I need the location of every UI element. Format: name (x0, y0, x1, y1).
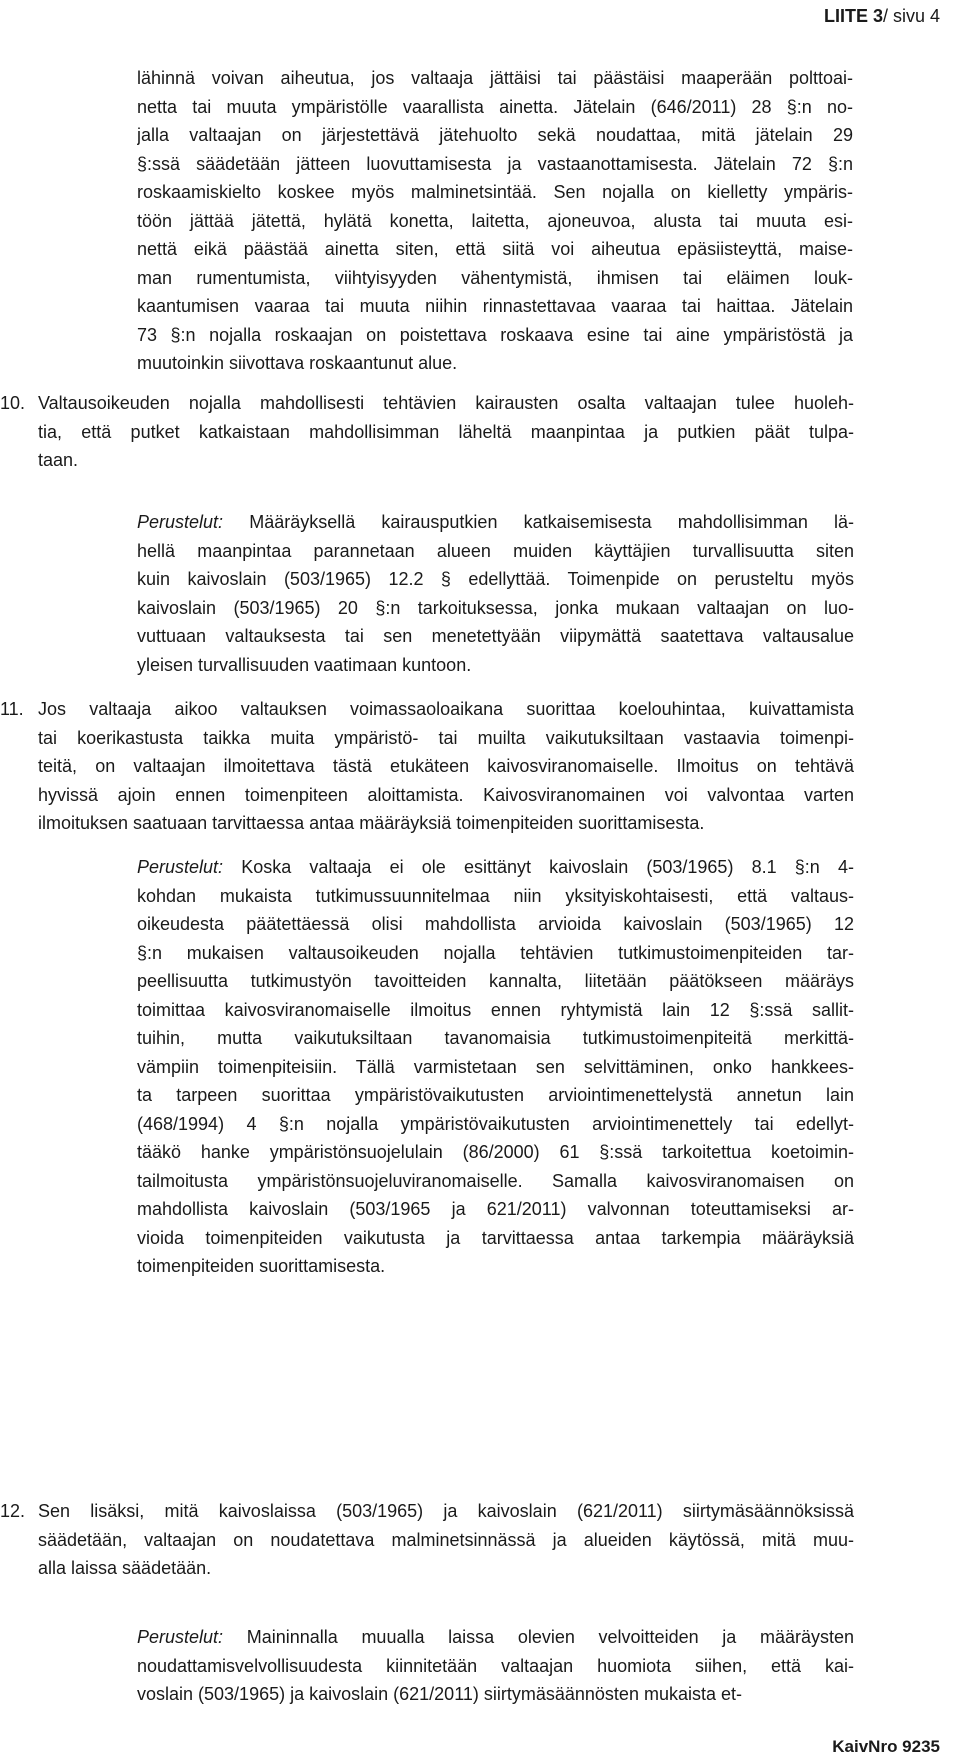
text-line: vioida toimenpiteiden vaikutusta ja tarvittaessa antaa tarkempia määräyksiä (137, 1227, 854, 1248)
text-line: kuin kaivoslain (503/1965) 12.2 § edellyttää. Toimenpide on perusteltu myös (137, 569, 854, 589)
line-text: Määräyksellä kairausputkien katkaisemisesta mahdollisimman lä- (223, 512, 854, 532)
text-line: alla laissa säädetään. (38, 1558, 212, 1578)
page-header (824, 6, 940, 27)
perustelut-label: Perustelut: (137, 1627, 224, 1647)
text-line: ta tarpeen suorittaa ympäristövaikutusten arviointimenettelystä annetun lain (137, 1085, 854, 1105)
item-11-perustelut (137, 853, 854, 1281)
text-line: mahdollista kaivoslain (503/1965 ja 621/2011) valvonnan toteuttamiseksi ar- (137, 1199, 854, 1219)
text-line: ilmoituksen saatuaan tarvittaessa antaa määräyksiä toimenpiteiden suorittamisesta. (38, 813, 705, 833)
intro-paragraph (137, 64, 853, 378)
text-line: kaantumisen vaaraa tai muuta niihin rinnastettavaa vaaraa tai haittaa. Jätelain (137, 296, 853, 316)
text-line (137, 1623, 854, 1652)
text-line: voslain (503/1965) ja kaivoslain (621/2011) siirtymäsäännösten mukaista et- (137, 1684, 742, 1704)
text-line: tääkö hanke ympäristönsuojelulain (86/2000) 61 §:ssä tarkoitettua koetoimin- (137, 1142, 854, 1162)
perustelut-label: Perustelut: (137, 857, 224, 877)
text-line: taan. (38, 450, 79, 470)
text-line: säädetään, valtaajan on noudatettava malminetsinnässä ja alueiden käytössä, mitä muu- (38, 1529, 854, 1550)
text-line: roskaamiskielto koskee myös malminetsintää. Sen nojalla on kielletty ympäris- (137, 182, 853, 202)
line-text: Koska valtaaja ei ole esittänyt kaivoslain (503/1965) 8.1 §:n 4- (223, 857, 854, 877)
text-line (137, 853, 854, 882)
text-line: jalla valtaajan on järjestettävä jätehuolto sekä noudattaa, mitä jätelain 29 (137, 125, 853, 145)
text-line: peellisuutta tutkimustyön tavoitteiden kannalta, liitetään päätökseen määräys (137, 971, 854, 991)
line-text: Maininnalla muualla laissa olevien velvoitteiden ja määräysten (223, 1627, 854, 1647)
perustelut-label: Perustelut: (137, 512, 224, 532)
text-line: man rumentumista, viihtyisyyden vähentymistä, ihmisen tai eläimen louk- (137, 267, 853, 288)
text-line: §:ssä säädetään jätteen luovuttamisesta ja vastaanottamisesta. Jätelain 72 §:n (137, 153, 853, 174)
text-line: yleisen turvallisuuden vaatimaan kuntoon. (137, 654, 472, 675)
page-number: / sivu 4 (882, 6, 940, 26)
text-line: noudattamisvelvollisuudesta kiinnitetään valtaajan huomiota siihen, että kai- (137, 1655, 854, 1676)
item-12-perustelut (137, 1623, 854, 1709)
text-line: hyvissä ajoin ennen toimenpiteen aloittamista. Kaivosviranomainen voi valvontaa varten (38, 784, 854, 805)
text-line: muutoinkin siivottava roskaantunut alue. (137, 353, 458, 373)
item-11-text (38, 695, 854, 838)
text-line: toimittaa kaivosviranomaiselle ilmoitus ennen ryhtymistä lain 12 §:ssä sallit- (137, 999, 854, 1020)
text-line: (468/1994) 4 §:n nojalla ympäristövaikutusten arviointimenettely tai edellyt- (137, 1113, 854, 1134)
text-line: Valtausoikeuden nojalla mahdollisesti tehtävien kairausten osalta valtaajan tulee huoleh- (38, 393, 854, 413)
text-line: teitä, on valtaajan ilmoitettava tästä etukäteen kaivosviranomaiselle. Ilmoitus on tehtävä (38, 756, 854, 776)
item-10-perustelut (137, 508, 854, 679)
text-line: 73 §:n nojalla roskaajan on poistettava roskaava esine tai aine ympäristöstä ja (137, 324, 853, 345)
item-number: 12. (0, 1501, 26, 1521)
text-line: §:n mukaisen valtausoikeuden nojalla tehtävien tutkimustoimenpiteiden tar- (137, 942, 854, 963)
item-number: 11. (0, 699, 24, 719)
text-line: nettä eikä päästää ainetta siten, että siitä voi aiheutua epäsiisteyttä, maise- (137, 239, 853, 259)
text-line: tia, että putket katkaistaan mahdollisimman läheltä maanpintaa ja putkien päät tulpa- (38, 421, 854, 442)
text-line: oikeudesta päätettäessä olisi mahdollista arvioida kaivoslain (503/1965) 12 (137, 914, 854, 934)
item-10-text (38, 389, 854, 475)
text-line: kaivoslain (503/1965) 20 §:n tarkoituksessa, jonka mukaan valtaajan on luo- (137, 597, 854, 618)
document-number: KaivNro 9235 (832, 1737, 940, 1756)
text-line: Jos valtaaja aikoo valtauksen voimassaoloaikana suorittaa koelouhintaa, kuivattamista (38, 699, 854, 719)
text-line: Sen lisäksi, mitä kaivoslaissa (503/1965) ja kaivoslain (621/2011) siirtymäsäännöksissä (38, 1501, 854, 1521)
text-line: tai koerikastusta taikka muita ympäristö- tai muilta vaikutuksiltaan vastaavia toimenpi- (38, 727, 854, 748)
text-line: vämpiin toimenpiteisiin. Tällä varmistetaan sen selvittäminen, onko hankkees- (137, 1056, 854, 1077)
text-line: lähinnä voivan aiheutua, jos valtaaja jättäisi tai päästäisi maaperään polttoai- (137, 68, 853, 88)
text-line: netta tai muuta ympäristölle vaarallista ainetta. Jätelain (646/2011) 28 §:n no- (137, 96, 853, 117)
text-line: kohdan mukaista tutkimussuunnitelmaa niin yksityiskohtaisesti, että valtaus- (137, 885, 854, 906)
text-line: vuttuaan valtauksesta tai sen menetettyään viipymättä saatettava valtausalue (137, 626, 854, 646)
text-line (137, 508, 854, 537)
item-number: 10. (0, 393, 26, 413)
text-line: toimenpiteiden suorittamisesta. (137, 1256, 386, 1276)
item-12-text (38, 1497, 854, 1583)
text-line: tuihin, mutta vaikutuksiltaan tavanomaisia tutkimustoimenpiteitä merkittä- (137, 1028, 854, 1048)
text-line: hellä maanpintaa parannetaan alueen muiden käyttäjien turvallisuutta siten (137, 540, 854, 561)
text-line: töön jättää jätettä, hylätä konetta, laitetta, ajoneuvoa, alusta tai muuta esi- (137, 210, 853, 231)
appendix-label: LIITE 3 (823, 6, 883, 26)
text-line: tailmoitusta ympäristönsuojeluviranomaiselle. Samalla kaivosviranomaisen on (137, 1170, 854, 1191)
